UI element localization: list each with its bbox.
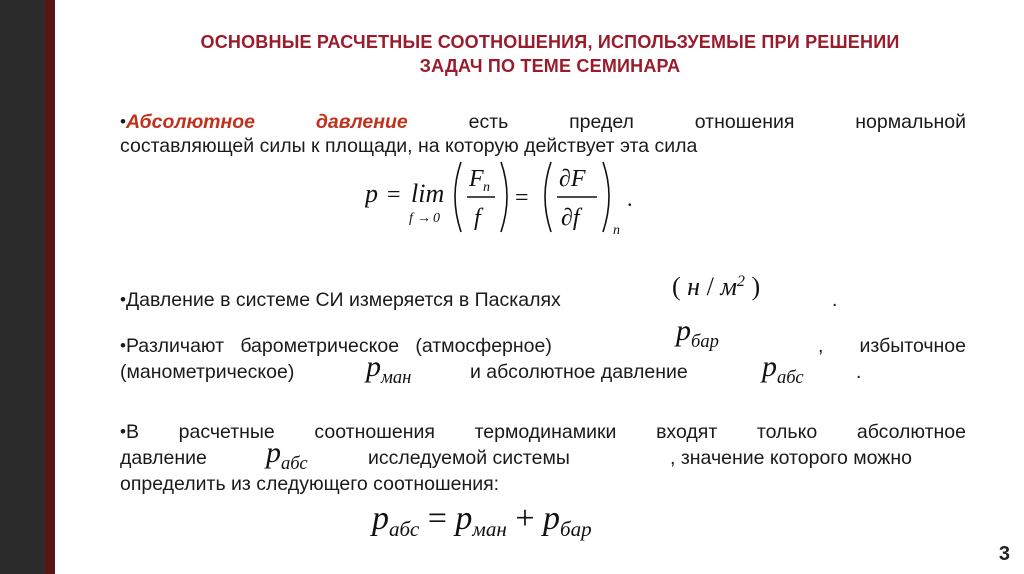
eq-plus: + (515, 500, 535, 537)
p2-sentence: Давление в системе СИ измеряется в Паскалях (125, 289, 561, 311)
p4-line-2-a: давление (120, 447, 207, 469)
p-abs-sub: абс (281, 452, 308, 474)
f1-num-F: F (469, 166, 484, 192)
p3-line-1-start (120, 334, 552, 359)
f1-lim-zero: 0 (433, 211, 440, 226)
f1-num-sub: n (483, 180, 490, 195)
paren-right-2 (603, 162, 609, 232)
f1-p: p (365, 179, 378, 208)
bullet: • (120, 336, 126, 355)
p1-word: предел (569, 111, 634, 133)
p1-line-2: составляющей силы к площади, на которую действует эта сила (120, 135, 698, 157)
unit-open: ( (672, 272, 681, 301)
p1-word: нормальной (855, 111, 967, 133)
eq-equals: = (427, 500, 447, 537)
paren-left-2 (545, 162, 551, 232)
p3-end: . (856, 361, 862, 383)
p3-word: Различают (125, 335, 225, 357)
p-man-p: p (366, 350, 381, 383)
eq-sub1: абс (389, 517, 420, 542)
p-abs-sub: абс (777, 366, 804, 388)
pressure-limit-formula (365, 150, 645, 240)
slide-title (130, 30, 970, 78)
f1-eq2: = (515, 185, 529, 211)
p4-line-2-c: , значение которого можно (670, 447, 912, 469)
p1-line-1 (120, 110, 966, 135)
title-line-1: ОСНОВНЫЕ РАСЧЕТНЫЕ СООТНОШЕНИЯ, ИСПОЛЬЗУЕМЫЕ ПРИ РЕШЕНИИ (200, 32, 900, 52)
f1-lim-arrow: → (417, 211, 431, 226)
bullet: • (120, 112, 126, 131)
p3-line-2-a: (манометрическое) (120, 361, 295, 383)
eq-p3: p (543, 500, 561, 537)
p3-comma: , (818, 335, 824, 357)
p3-line-2-b: и абсолютное давление (470, 361, 688, 383)
unit-slash: / (706, 272, 714, 301)
left-accent-bar (45, 0, 55, 574)
title-line-2: ЗАДАЧ ПО ТЕМЕ СЕМИНАРА (419, 56, 681, 76)
unit-n: н (687, 272, 701, 301)
f1-eq: = (387, 182, 401, 208)
bullet: • (120, 290, 126, 309)
p-bar-p: p (676, 314, 691, 347)
term-absolute-pressure: Абсолютное давление (125, 111, 408, 133)
left-dark-bar (0, 0, 45, 574)
pressure-sum-equation (372, 500, 592, 542)
p-abs-p: p (266, 436, 281, 469)
p-man-symbol (366, 350, 412, 388)
f1-outer-sub: n (613, 223, 620, 238)
p2-text (120, 288, 561, 313)
f1-dot: . (627, 186, 633, 211)
paren-right-1 (501, 162, 507, 232)
p4-line-2-b: исследуемой системы (368, 447, 570, 469)
p4-line-3: определить из следующего соотношения: (120, 473, 500, 495)
unit-formula (672, 272, 760, 302)
p3-word: (атмосферное) (415, 335, 552, 357)
p-bar-symbol (676, 314, 719, 352)
unit-exp: 2 (736, 273, 745, 291)
eq-p2: p (455, 500, 473, 537)
p3-line-1-end (818, 334, 966, 358)
p4-line-1-text: В расчетные соотношения термодинамики входят только абсолютное (125, 421, 966, 443)
p-abs-symbol (762, 350, 804, 388)
p1-word: есть (468, 111, 509, 133)
f1-den2: ∂f (561, 205, 580, 231)
f1-num2: ∂F (559, 166, 586, 192)
p-man-sub: ман (381, 366, 412, 388)
unit-m: м (720, 272, 737, 301)
p-bar-sub: бар (691, 330, 719, 352)
f1-lim: lim (411, 179, 445, 208)
paren-left-1 (455, 162, 461, 232)
eq-sub2: ман (472, 517, 507, 542)
unit-close: ) (751, 272, 761, 301)
f1-lim-f: f (409, 211, 413, 226)
eq-p1: p (372, 500, 389, 537)
p-abs-symbol-2 (266, 436, 308, 474)
p2-end: . (832, 289, 838, 311)
eq-sub3: бар (560, 517, 592, 542)
bullet: • (120, 422, 126, 441)
p1-word: отношения (694, 111, 795, 133)
p-abs-p: p (762, 350, 777, 383)
p4-line-1 (120, 420, 966, 445)
f1-den-f: f (474, 205, 481, 231)
p3-word: барометрическое (240, 335, 400, 357)
page-number: 3 (998, 543, 1010, 565)
p3-word: избыточное (859, 335, 966, 357)
